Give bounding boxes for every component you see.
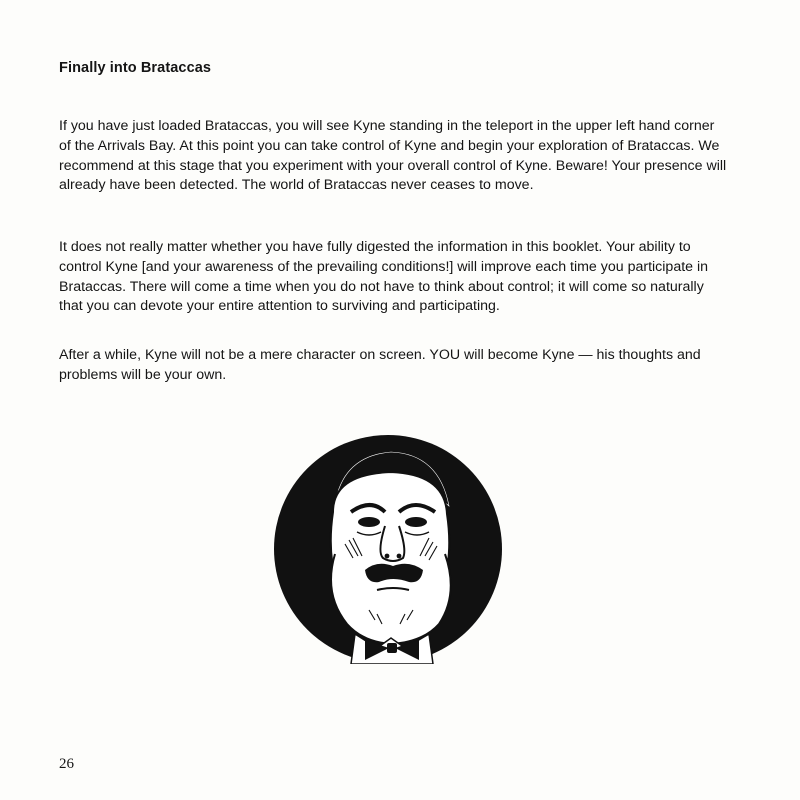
paragraph-control: It does not really matter whether you have fully digested the information in this booklet. Your ability to control Kyne [and your awareness of the prevailing conditions!] will improve each time you participate in Brataccas. There will come a time when you do not have to think about control; it will come so naturally that you can devote your entire attention to surviving and participating. <box>59 239 709 315</box>
paragraph-become-kyne: After a while, Kyne will not be a mere character on screen. YOU will become Kyne — his thoughts and problems will be your own. <box>59 347 701 383</box>
paragraph-intro: If you have just loaded Brataccas, you will see Kyne standing in the teleport in the upper left hand corner of the Arrivals Bay. At this point you can take control of Kyne and begin your exploration of Brataccas. We recommend at this stage that you experiment with your overall control of Kyne. Beware! Your presence will already have been detected. The world of Brataccas never ceases to move. <box>59 118 727 194</box>
portrait-illustration-icon <box>273 434 503 664</box>
section-heading: Finally into Brataccas <box>59 60 212 76</box>
page-number: 26 <box>59 756 74 772</box>
